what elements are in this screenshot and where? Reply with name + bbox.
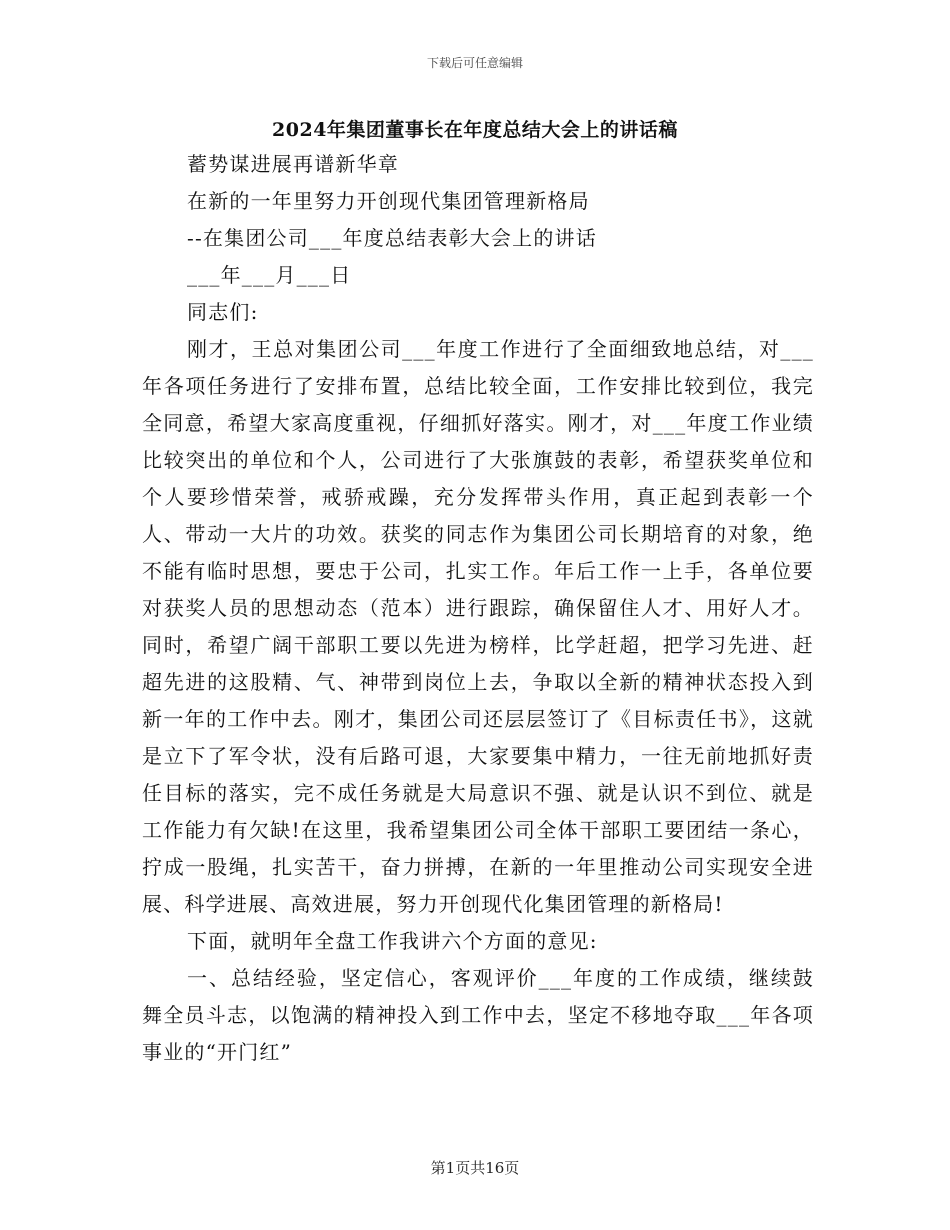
date-line: ___年___月___日 xyxy=(187,263,352,287)
paragraph-2: 下面，就明年全盘工作我讲六个方面的意见: xyxy=(187,929,598,953)
subtitle-line-2: 在新的一年里努力开创现代集团管理新格局 xyxy=(187,189,590,213)
subtitle-line-3: --在集团公司___年度总结表彰大会上的讲话 xyxy=(187,226,597,250)
paragraph-1: 刚才，王总对集团公司___年度工作进行了全面细致地总结，对___年各项任务进行了安排布置，总结比较全面，工作安排比较到位，我完全同意，希望大家高度重视，仔细抓好落实。刚才，对___年度工作业绩比较突出的单位和个人，公司进行了大张旗鼓的表彰，希望获奖单位和个人要珍惜荣誉，戒骄戒躁，充分发挥带头作用，真正起到表彰一个人、带动一大片的功效。获奖的同志作为集团公司长期培育的对象，绝不能有临时思想，要忠于公司，扎实工作。年后工作一上手，各单位要对获奖人员的思想动态（范本）进行跟踪，确保留住人才、用好人才。同时，希望广阔干部职工要以先进为榜样，比学赶超，把学习先进、赶超先进的这股精、气、神带到岗位上去，争取以全新的精神状态投入到新一年的工作中去。刚才，集团公司还层层签订了《目标责任书》，这就是立下了军令状，没有后路可退，大家要集中精力，一往无前地抓好责任目标的落实，完不成任务就是大局意识不强、就是认识不到位、就是工作能力有欠缺!在这里，我希望集团公司全体干部职工要团结一条心，拧成一股绳，扎实苦干，奋力拼搏，在新的一年里推动公司实现安全进展、科学进展、高效进展，努力开创现代化集团管理的新格局! xyxy=(142,337,814,916)
page-indicator: 第1页共16页 xyxy=(430,1159,520,1177)
document-title: 2024年集团董事长在年度总结大会上的讲话稿 xyxy=(272,119,678,141)
header-note: 下载后可任意编辑 xyxy=(426,56,523,70)
paragraph-3: 一、总结经验，坚定信心，客观评价___年度的工作成绩，继续鼓舞全员斗志，以饱满的精神投入到工作中去，坚定不移地夺取___年各项事业的“开门红” xyxy=(142,966,814,1064)
subtitle-line-1: 蓄势谋进展再谱新华章 xyxy=(187,152,399,176)
document-body xyxy=(142,146,814,1071)
salutation: 同志们: xyxy=(187,300,259,324)
